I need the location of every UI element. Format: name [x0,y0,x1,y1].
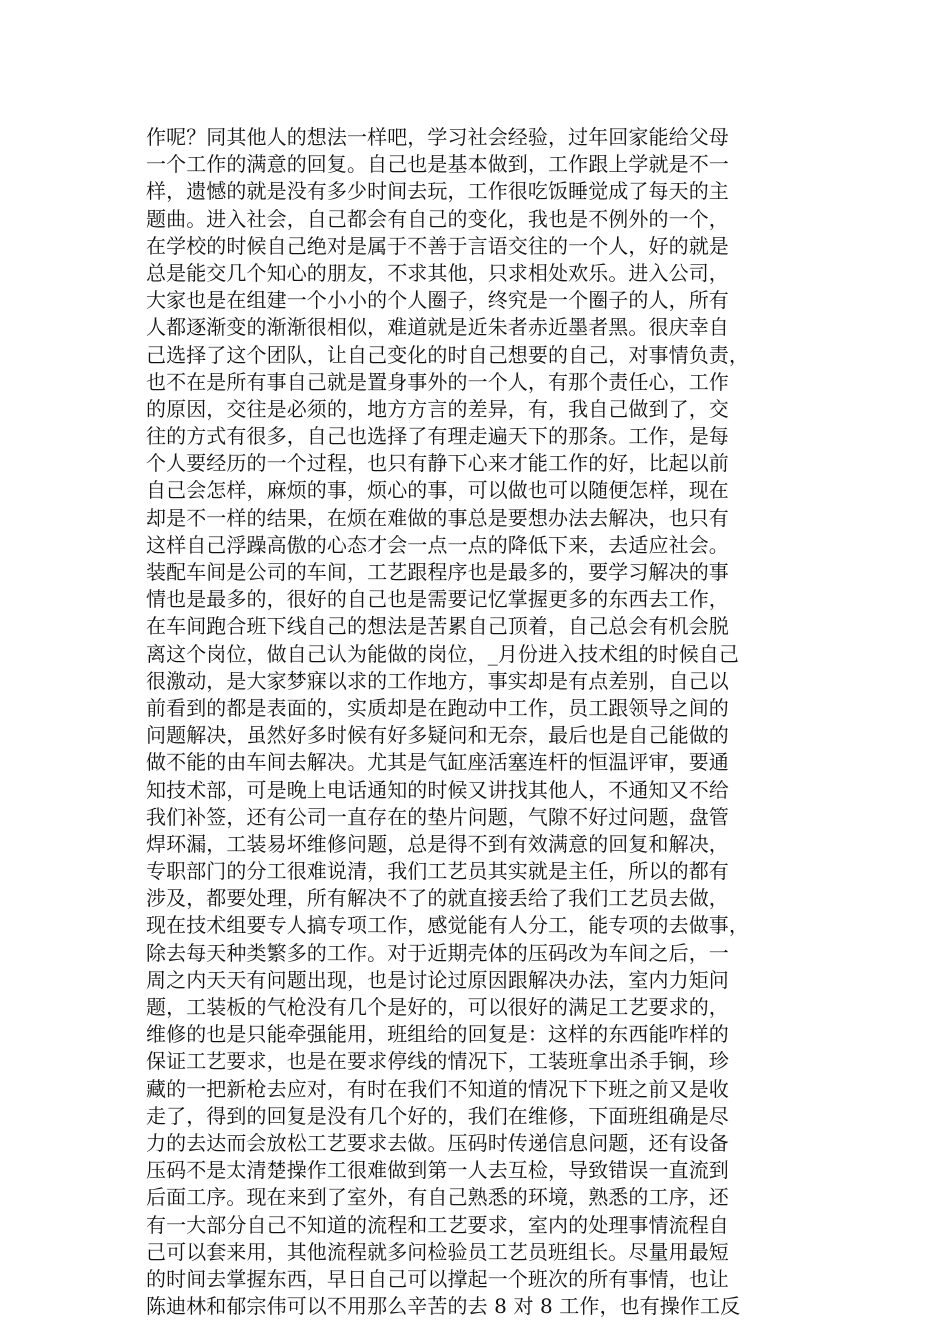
text-line: 的时间去掌握东西，早日自己可以撑起一个班次的所有事情，也让 [146,1266,729,1291]
text-line: 装配车间是公司的车间，工艺跟程序也是最多的，要学习解决的事 [146,560,729,584]
text-line: 个人要经历的一个过程，也只有静下心来才能工作的好，比起以前 [146,451,729,476]
text-line: 涉及，都要处理，所有解决不了的就直接丢给了我们工艺员去做， [146,886,729,911]
text-line: 人都逐渐变的渐渐很相似，难道就是近朱者赤近墨者黑。很庆幸自 [146,315,729,340]
text-line: 在车间跑合班下线自己的想法是苦累自己顶着，自己总会有机会脱 [146,614,729,639]
body-text [146,124,806,1320]
text-line: 总是能交几个知心的朋友，不求其他，只求相处欢乐。进入公司， [146,260,729,285]
text-line: 一个工作的满意的回复。自己也是基本做到，工作跟上学就是不一 [146,152,729,177]
text-line: 力的去达而会放松工艺要求去做。压码时传递信息问题，还有设备 [146,1130,729,1155]
text-line: 问题解决，虽然好多时候有好多疑问和无奈，最后也是自己能做的 [146,723,729,748]
text-line: 这样自己浮躁高傲的心态才会一点一点的降低下来，去适应社会。 [146,532,729,557]
text-line: 做不能的由车间去解决。尤其是气缸座活塞连杆的恒温评审，要通 [146,750,729,775]
text-line: 保证工艺要求，也是在要求停线的情况下，工装班拿出杀手锏，珍 [146,1049,729,1074]
text-line: 走了，得到的回复是没有几个好的，我们在维修，下面班组确是尽 [146,1103,729,1128]
text-line: 后面工序。现在来到了室外，有自己熟悉的环境，熟悉的工序，还 [146,1185,729,1210]
text-line: 专职部门的分工很难说清，我们工艺员其实就是主任，所以的都有 [146,859,729,884]
text-line: 也不在是所有事自己就是置身事外的一个人，有那个责任心，工作 [146,369,729,394]
text-line: 焊环漏，工装易坏维修问题，总是得不到有效满意的回复和解决， [146,831,729,856]
text-line: 现在技术组要专人搞专项工作，感觉能有人分工，能专项的去做事， [146,913,749,938]
text-line: 题，工装板的气枪没有几个是好的，可以很好的满足工艺要求的， [146,995,729,1019]
text-line: 压码不是太清楚操作工很难做到第一人去互检，导致错误一直流到 [146,1158,729,1183]
text-line: 周之内天天有问题出现，也是讨论过原因跟解决办法，室内力矩问 [146,967,729,992]
text-line: 很激动，是大家梦寐以求的工作地方，事实却是有点差别，自己以 [146,668,729,693]
text-line: 题曲。进入社会，自己都会有自己的变化，我也是不例外的一个， [146,206,729,231]
text-line: 样，遗憾的就是没有多少时间去玩，工作很吃饭睡觉成了每天的主 [146,179,729,204]
text-line: 的原因，交往是必须的，地方方言的差异，有，我自己做到了，交 [146,396,729,421]
text-line: 情也是最多的，很好的自己也是需要记忆掌握更多的东西去工作， [146,587,729,612]
text-line: 知技术部，可是晚上电话通知的时候又讲找其他人，不通知又不给 [146,777,729,802]
text-line: 己可以套来用，其他流程就多问检验员工艺员班组长。尽量用最短 [146,1239,729,1264]
text-line: 藏的一把新枪去应对，有时在我们不知道的情况下下班之前又是收 [146,1076,729,1101]
text-line: 我们补签，还有公司一直存在的垫片问题，气隙不好过问题，盘管 [146,804,729,829]
text-line: 有一大部分自己不知道的流程和工艺要求，室内的处理事情流程自 [146,1212,729,1237]
text-line: 维修的也是只能牵强能用，班组给的回复是：这样的东西能咋样的 [146,1022,729,1047]
text-line: 前看到的都是表面的，实质却是在跑动中工作，员工跟领导之间的 [146,695,729,720]
text-line: 大家也是在组建一个小小的个人圈子，终究是一个圈子的人，所有 [146,288,729,313]
text-line: 陈迪林和郁宗伟可以不用那么辛苦的去 8 对 8 工作，也有操作工反 [146,1294,741,1319]
text-line: 却是不一样的结果，在烦在难做的事总是要想办法去解决，也只有 [146,505,729,530]
text-line: 在学校的时候自己绝对是属于不善于言语交往的一个人，好的就是 [146,233,729,258]
text-line: 作呢？同其他人的想法一样吧，学习社会经验，过年回家能给父母 [146,125,729,149]
text-line: 离这个岗位，做自己认为能做的岗位，_月份进入技术组的时候自己 [146,641,739,666]
text-line: 除去每天种类繁多的工作。对于近期壳体的压码改为车间之后，一 [146,940,729,965]
text-line: 往的方式有很多，自己也选择了有理走遍天下的那条。工作，是每 [146,424,729,449]
text-line: 己选择了这个团队，让自己变化的时自己想要的自己，对事情负责， [146,342,749,367]
text-line: 自己会怎样，麻烦的事，烦心的事，可以做也可以随便怎样，现在 [146,478,729,503]
